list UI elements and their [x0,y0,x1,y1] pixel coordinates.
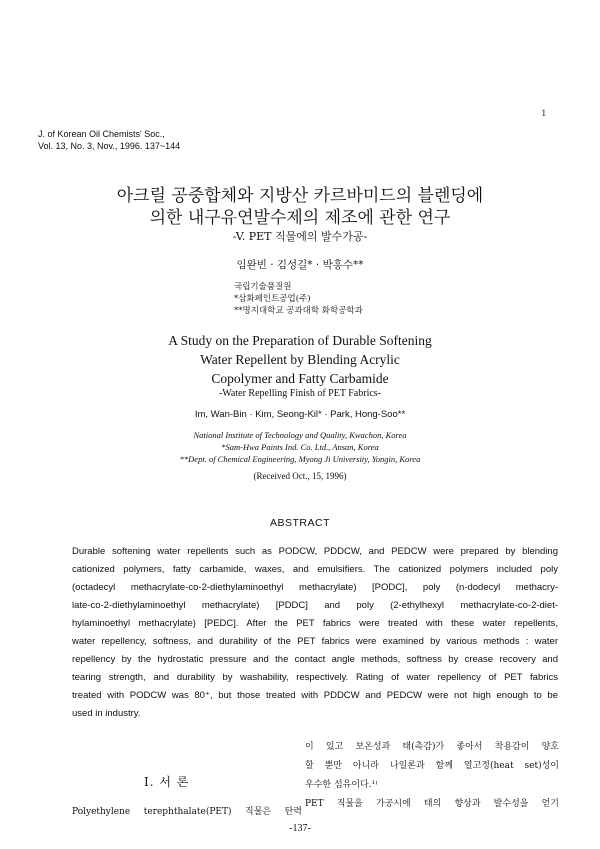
journal-line-1: J. of Korean Oil Chemists' Soc., [38,129,165,139]
abstract-line: water repellency, softness, and durability of the PET fabrics were examined by various methods : water [72,636,558,647]
body-text-left-column: Polyethylene terephthalate(PET) 직물은 탄력 [72,807,302,817]
body-text-right-column [305,738,559,814]
body-line: PET 직물을 가공시에 태의 향상과 발수성을 얻기 [305,799,559,809]
abstract-line: hylaminoethyl methacrylate) [PEDC]. After the PET fabrics were treated with these water repellents, [72,618,558,629]
korean-authors: 임완빈 · 김성길* · 박홍수** [236,259,364,271]
body-line: 할 뿐만 아니라 나일론과 함께 열고정(heat set)성이 [305,761,559,771]
english-subtitle: -Water Repelling Finish of PET Fabrics- [218,388,382,399]
english-title-line: Copolymer and Fatty Carbamide [211,371,389,386]
korean-affiliation: **명지대학교 공과대학 화학공학과 [234,306,363,316]
journal-line-2: Vol. 13, No. 3, Nov., 1996. 137~144 [38,141,181,151]
abstract-line: tearing strength, and durability by washability, respectively. Rating of water repellency of PET fabrics [72,672,558,683]
abstract-line: used in industry. [72,708,141,719]
english-title-line: A Study on the Preparation of Durable Softening [168,333,432,348]
body-line: 우수한 섬유이다.¹⁾ [305,780,378,790]
abstract-line: cationized polymers, fatty carbamide, waxes, and emulsifiers. The cationized polymers included poly [72,564,558,575]
english-title-line: Water Repellent by Blending Acrylic [200,352,400,367]
received-date: (Received Oct., 15, 1996) [253,471,347,481]
page-number-top: 1 [541,108,546,118]
korean-subtitle: -V. PET 직물에의 발수가공- [232,230,368,243]
korean-affiliation: 국립기술품질원 [234,282,292,292]
abstract-line: repellency by the hydrostatic pressure and the contact angle methods, softness by crease recovery and [72,654,558,665]
english-affiliation: *Sam-Hwa Paints Ind. Co. Ltd., Ansan, Korea [221,442,379,452]
korean-affiliation: *삼화페인트공업(주) [234,294,311,304]
abstract-line: Durable softening water repellents such as PODCW, PDDCW, and PEDCW were prepared by blending [72,546,558,557]
journal-citation [38,128,180,152]
page-footer-number: -137- [289,823,311,834]
body-line: 이 있고 보온성과 태(촉감)가 좋아서 착용감이 양호 [305,742,559,752]
english-affiliation: **Dept. of Chemical Engineering, Myong Ji University, Yongin, Korea [179,454,421,464]
abstract-heading: ABSTRACT [269,517,330,529]
abstract-body [72,543,558,723]
abstract-line: treated with PODCW was 80⁺, but those treated with PDDCW and PEDCW were not high enough to be [72,690,558,701]
english-affiliation: National Institute of Technology and Quality, Kwachon, Korea [193,430,407,440]
abstract-line: (octadecyl methacrylate-co-2-diethylaminoethyl methacrylate) [PODC], poly (n-dodecyl methacry- [72,582,558,593]
korean-title-line-2: 의한 내구유연발수제의 제조에 관한 연구 [149,208,451,228]
korean-title-line-1: 아크릴 공중합체와 지방산 카르바미드의 블렌딩에 [116,186,484,206]
english-authors: Im, Wan-Bin · Kim, Seong-Kil* · Park, Hong-Soo** [194,409,406,420]
section-heading-introduction: I. 서 론 [144,775,190,789]
abstract-line: late-co-2-diethylaminoethyl methacrylate) [PDDC] and poly (2-ethylhexyl methacrylate-co-2-diet- [72,600,558,611]
